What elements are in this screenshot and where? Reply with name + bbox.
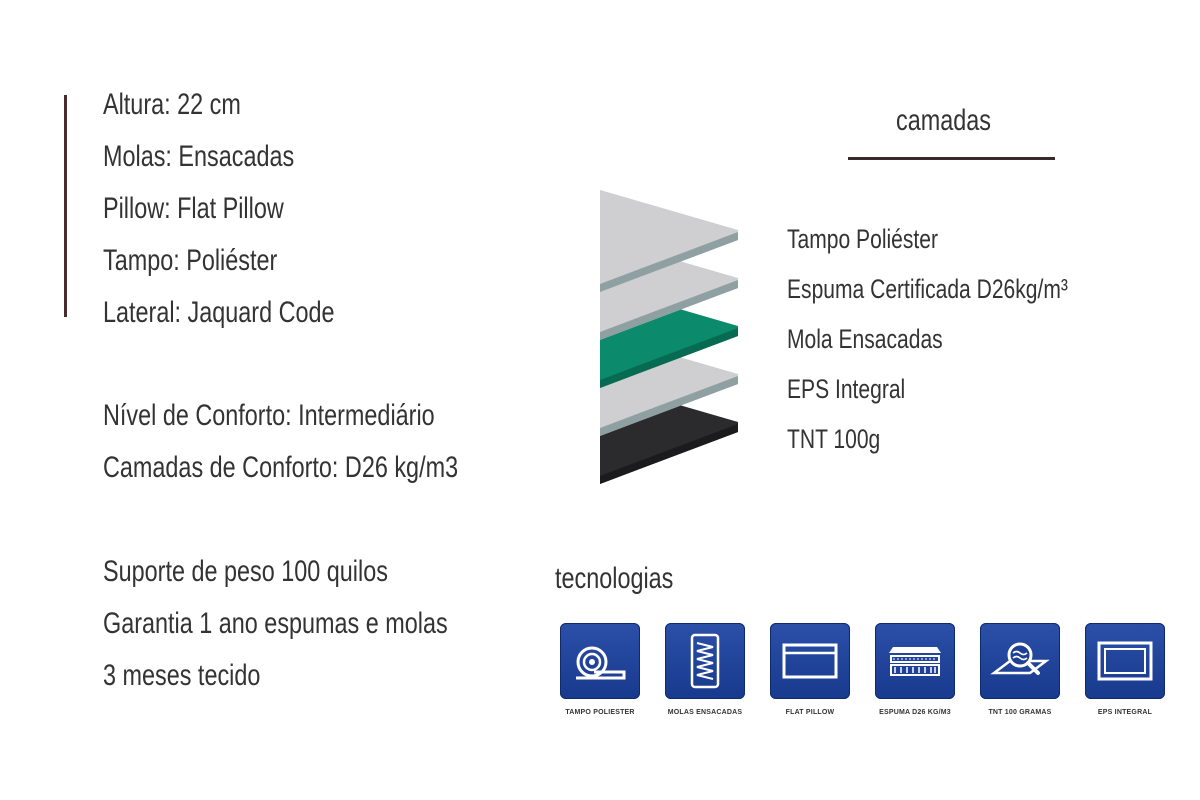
eps-frame-icon [1085,623,1165,699]
layers-title: camadas [896,104,991,137]
weight-support: Suporte de peso 100 quilos [103,555,388,588]
tech-espuma-d26 [860,623,970,716]
layer-label-eps: EPS Integral [787,374,906,404]
accent-bar [64,95,67,317]
layer-label-springs: Mola Ensacadas [787,324,943,354]
tech-caption: TNT 100 GRAMAS [988,709,1052,716]
tech-caption: TAMPO POLIESTER [565,709,635,716]
tech-caption: FLAT PILLOW [785,709,835,716]
pocket-spring-icon [665,623,745,699]
tech-flat-pillow [755,623,865,716]
spec-list [103,79,400,339]
tech-caption: ESPUMA D26 KG/M3 [879,709,951,716]
spec-pillow: Pillow: Flat Pillow [103,192,284,225]
layer-labels [787,214,1147,464]
technologies-row [545,623,1185,733]
tech-tnt-100-gramas [965,623,1075,716]
tech-tampo-poliester [545,623,655,716]
spec-top: Tampo: Poliéster [103,244,278,277]
comfort-list [103,390,558,494]
support-list [103,546,545,702]
layer-label-tnt: TNT 100g [787,424,881,454]
foam-layer-icon [875,623,955,699]
spec-height: Altura: 22 cm [103,88,241,121]
tech-caption: EPS INTEGRAL [1097,709,1153,716]
spec-springs: Molas: Ensacadas [103,140,295,173]
layers-diagram [590,180,750,510]
title-underline [848,157,1055,160]
layer-label-foam: Espuma Certificada D26kg/m³ [787,274,1068,304]
tech-eps-integral [1070,623,1180,716]
tnt-magnifier-icon [980,623,1060,699]
fabric-roll-icon [560,623,640,699]
spec-side: Lateral: Jaquard Code [103,296,335,329]
comfort-level: Nível de Conforto: Intermediário [103,399,435,432]
tech-molas-ensacadas [650,623,760,716]
warranty-foam: Garantia 1 ano espumas e molas [103,607,448,640]
flat-pillow-icon [770,623,850,699]
layer-label-top: Tampo Poliéster [787,224,939,254]
tech-caption: MOLAS ENSACADAS [667,709,743,716]
warranty-fabric: 3 meses tecido [103,659,261,692]
technologies-title: tecnologias [555,562,674,595]
comfort-layers: Camadas de Conforto: D26 kg/m3 [103,451,459,484]
